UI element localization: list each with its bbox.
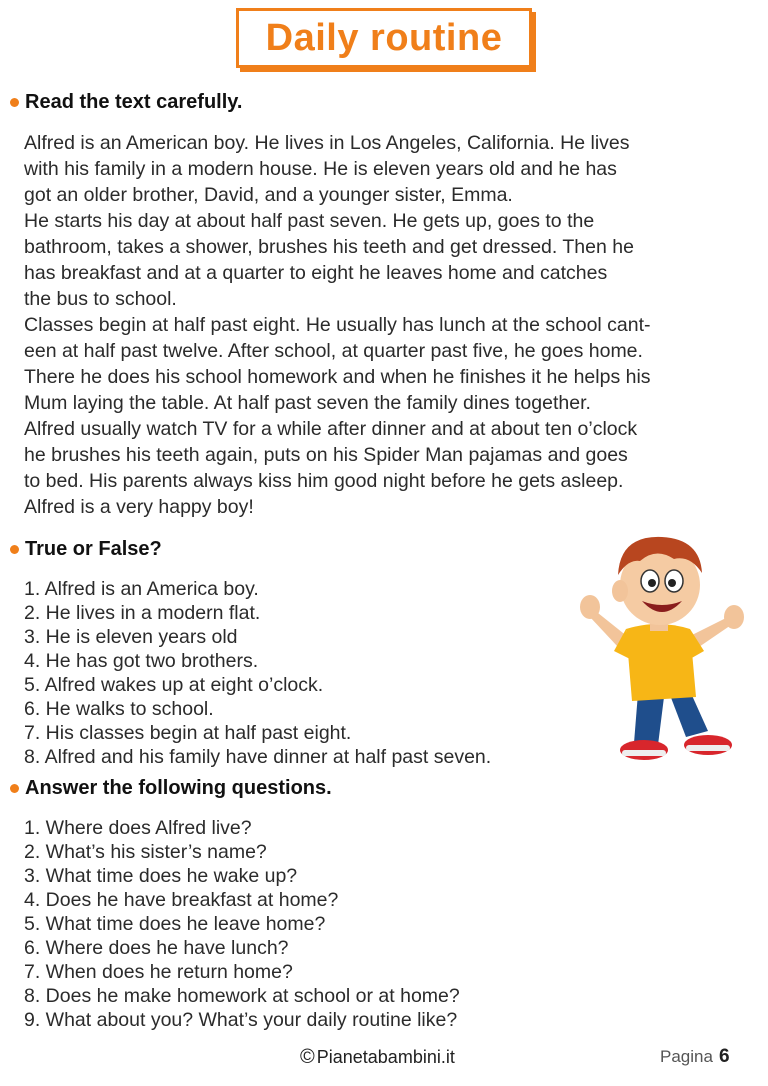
section-heading-read-text: Read the text carefully.: [25, 91, 243, 113]
footer-credit: [300, 1046, 455, 1069]
passage-line: he brushes his teeth again, puts on his Spider Man pajamas and goes: [24, 444, 628, 466]
section-heading-answer-text: Answer the following questions.: [25, 777, 332, 799]
list-item: 7. His classes begin at half past eight.: [24, 722, 352, 744]
title-box: [236, 8, 532, 68]
passage-line: Alfred is an American boy. He lives in Los Angeles, California. He lives: [24, 132, 630, 154]
list-item: 5. Alfred wakes up at eight o’clock.: [24, 674, 324, 696]
list-item: 4. He has got two brothers.: [24, 650, 259, 672]
page-number: 6: [718, 1046, 730, 1067]
list-item: 2. What’s his sister’s name?: [24, 841, 267, 863]
passage-line: has breakfast and at a quarter to eight he leaves home and catches: [24, 262, 608, 284]
list-item: 8. Does he make homework at school or at home?: [24, 985, 460, 1007]
list-item: 9. What about you? What’s your daily routine like?: [24, 1009, 458, 1031]
copyright-icon: ©: [300, 1046, 315, 1068]
list-item: 4. Does he have breakfast at home?: [24, 889, 339, 911]
cartoon-boy-image: [578, 525, 748, 770]
list-item: 6. He walks to school.: [24, 698, 214, 720]
section-heading-read: [10, 91, 242, 114]
passage-line: got an older brother, David, and a younger sister, Emma.: [24, 184, 513, 206]
section-heading-true-false-text: True or False?: [25, 538, 162, 560]
list-item: 6. Where does he have lunch?: [24, 937, 289, 959]
list-item: 1. Where does Alfred live?: [24, 817, 252, 839]
page-label: Pagina: [660, 1047, 713, 1066]
passage-line: Alfred is a very happy boy!: [24, 496, 254, 518]
bullet-icon: [10, 545, 19, 554]
true-false-list: [24, 577, 491, 769]
section-heading-answer: [10, 777, 332, 800]
passage-line: een at half past twelve. After school, at quarter past five, he goes home.: [24, 340, 643, 362]
bullet-icon: [10, 784, 19, 793]
passage-line: Classes begin at half past eight. He usually has lunch at the school cant-: [24, 314, 651, 336]
list-item: 3. What time does he wake up?: [24, 865, 298, 887]
list-item: 8. Alfred and his family have dinner at half past seven.: [24, 746, 492, 768]
passage-line: bathroom, takes a shower, brushes his teeth and get dressed. Then he: [24, 236, 634, 258]
section-heading-true-false: [10, 538, 162, 561]
list-item: 7. When does he return home?: [24, 961, 293, 983]
passage-line: Alfred usually watch TV for a while after dinner and at about ten o’clock: [24, 418, 638, 440]
list-item: 3. He is eleven years old: [24, 626, 238, 648]
passage-line: He starts his day at about half past seven. He gets up, goes to the: [24, 210, 595, 232]
questions-list: [24, 816, 460, 1032]
passage-line: the bus to school.: [24, 288, 177, 310]
list-item: 2. He lives in a modern flat.: [24, 602, 261, 624]
site-name: Pianetabambini.it: [316, 1047, 455, 1067]
passage-line: to bed. His parents always kiss him good night before he gets asleep.: [24, 470, 624, 492]
list-item: 1. Alfred is an America boy.: [24, 578, 259, 600]
passage-line: with his family in a modern house. He is eleven years old and he has: [24, 158, 617, 180]
passage-line: There he does his school homework and when he finishes it he helps his: [24, 366, 651, 388]
passage-line: Mum laying the table. At half past seven the family dines together.: [24, 392, 591, 414]
list-item: 5. What time does he leave home?: [24, 913, 326, 935]
page-number-block: [660, 1046, 730, 1068]
page-title: Daily routine: [265, 16, 503, 59]
bullet-icon: [10, 98, 19, 107]
reading-passage: [24, 130, 752, 520]
